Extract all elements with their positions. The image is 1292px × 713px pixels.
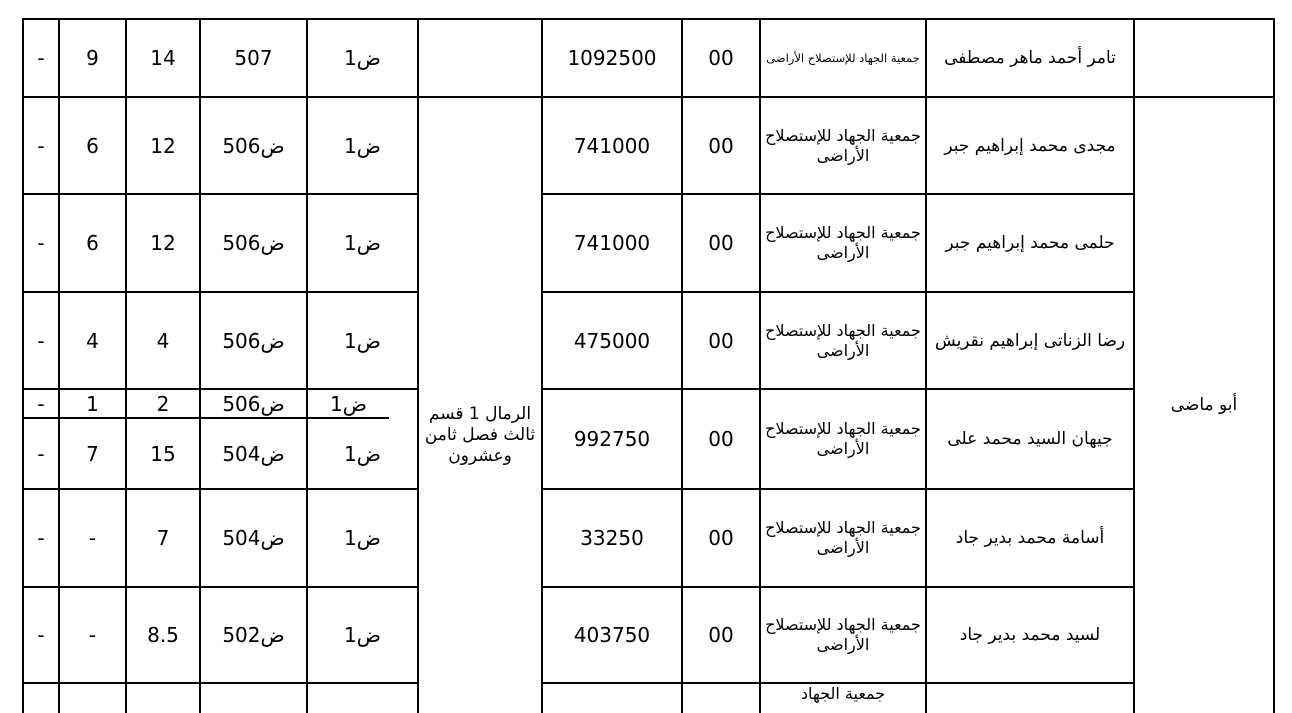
association-cell: جمعية الجهاد للإستصلاح الأراضى bbox=[765, 419, 921, 458]
d-cell: ض1 bbox=[330, 391, 367, 416]
parcel-cell: ض506 bbox=[222, 328, 285, 353]
code-cell: 00 bbox=[708, 427, 734, 451]
dash-cell: - bbox=[37, 623, 45, 647]
k-cell: 12 bbox=[150, 231, 176, 255]
code-cell: 00 bbox=[708, 526, 734, 550]
parcel-cell: ض506 bbox=[222, 391, 285, 416]
amount-cell: 741000 bbox=[573, 231, 651, 255]
association-cell: جمعية الجهاد للإستصلاح الأراضى bbox=[765, 320, 921, 360]
s-cell: 7 bbox=[86, 441, 99, 466]
dash-cell: - bbox=[37, 441, 45, 466]
amount-cell: 1092500 bbox=[567, 46, 657, 70]
s-cell: - bbox=[88, 623, 97, 647]
d-cell: ض1 bbox=[344, 526, 381, 550]
owner-name: جيهان السيد محمد على bbox=[947, 429, 1113, 449]
association-cell: جمعية الجهاد للإستصلاح الأراضى bbox=[765, 518, 921, 557]
owner-name: حلمى محمد إبراهيم جبر bbox=[945, 233, 1115, 253]
code-cell: 00 bbox=[708, 133, 734, 158]
owner-name: أسامة محمد بدير جاد bbox=[955, 528, 1105, 548]
dash-cell: - bbox=[37, 133, 45, 158]
k-cell: 2 bbox=[156, 391, 170, 416]
s-cell: 6 bbox=[86, 133, 99, 158]
dash-cell: - bbox=[37, 231, 45, 255]
association-cell: جمعية الجهاد للإستصلاح الأراضى bbox=[766, 50, 920, 65]
s-cell: 6 bbox=[86, 231, 99, 255]
village-cell: أبو ماضى bbox=[1170, 395, 1238, 415]
parcel-cell: ض504 bbox=[222, 441, 285, 466]
d-cell: ض1 bbox=[344, 328, 381, 353]
dash-cell: - bbox=[37, 328, 45, 353]
k-cell: 15 bbox=[150, 441, 176, 466]
dash-cell: - bbox=[37, 46, 45, 70]
owner-name: تامر أحمد ماهر مصطفى bbox=[944, 48, 1116, 68]
s-cell: 1 bbox=[86, 391, 99, 416]
amount-cell: 992750 bbox=[573, 427, 651, 451]
code-cell: 00 bbox=[708, 231, 734, 255]
parcel-cell: ض502 bbox=[222, 623, 285, 647]
parcel-cell: ض506 bbox=[222, 133, 285, 158]
association-cell: جمعية الجهاد للإستصلاح الأراضى bbox=[765, 615, 921, 654]
parcel-cell: ض504 bbox=[222, 526, 285, 550]
parcel-cell: ض506 bbox=[222, 231, 285, 255]
association-cell: جمعية الجهاد bbox=[800, 684, 886, 703]
association-cell: جمعية الجهاد للإستصلاح الأراضى bbox=[765, 223, 921, 262]
s-cell: 9 bbox=[86, 46, 99, 70]
dash-cell: - bbox=[37, 526, 45, 550]
k-cell: 12 bbox=[150, 133, 176, 158]
association-cell: جمعية الجهاد للإستصلاح الأراضى bbox=[765, 125, 921, 165]
amount-cell: 741000 bbox=[573, 133, 651, 158]
row-border bbox=[22, 682, 417, 684]
k-cell: 14 bbox=[150, 46, 176, 70]
location-cell: الرمال 1 قسم ثالث فصل ثامن وعشرون bbox=[424, 403, 536, 466]
col-border bbox=[1273, 18, 1275, 713]
code-cell: 00 bbox=[708, 623, 734, 647]
code-cell: 00 bbox=[708, 46, 734, 70]
d-cell: ض1 bbox=[344, 623, 381, 647]
amount-cell: 475000 bbox=[573, 328, 651, 353]
amount-cell: 403750 bbox=[573, 623, 651, 647]
k-cell: 4 bbox=[156, 328, 170, 353]
d-cell: ض1 bbox=[344, 231, 381, 255]
amount-cell: 33250 bbox=[580, 526, 644, 550]
d-cell: ض1 bbox=[344, 46, 381, 70]
d-cell: ض1 bbox=[344, 441, 381, 466]
owner-name: لسيد محمد بدير جاد bbox=[959, 625, 1101, 645]
d-cell: ض1 bbox=[344, 133, 381, 158]
k-cell: 8.5 bbox=[147, 623, 179, 647]
owner-name: رضا الزناتى إبراهيم نقريش bbox=[934, 330, 1126, 351]
dash-cell: - bbox=[37, 391, 45, 416]
s-cell: 4 bbox=[86, 328, 99, 353]
code-cell: 00 bbox=[708, 328, 734, 353]
parcel-cell: 507 bbox=[234, 46, 273, 70]
k-cell: 7 bbox=[156, 526, 170, 550]
s-cell: - bbox=[88, 526, 97, 550]
owner-name: مجدى محمد إبراهيم جبر bbox=[944, 135, 1116, 156]
